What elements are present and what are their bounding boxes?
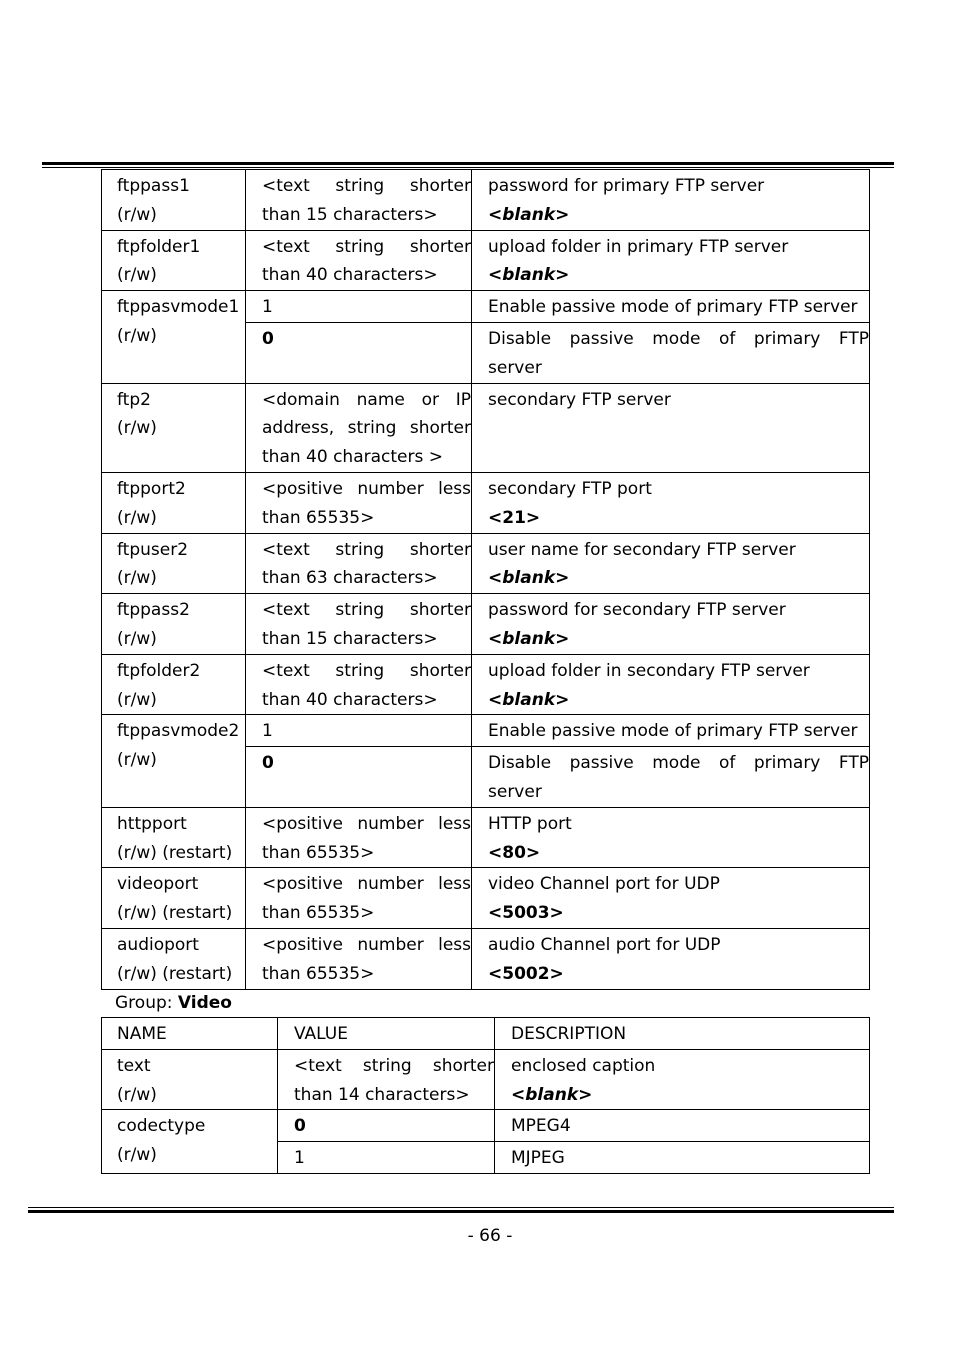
param-value-cell: 1 <box>246 715 472 747</box>
param-value-cell: 1 <box>278 1142 495 1174</box>
param-desc-cell: upload folder in secondary FTP server <blank> <box>472 654 870 715</box>
group-heading: Group: Video <box>115 993 232 1013</box>
param-name-cell: ftpfolder1 (r/w) <box>102 230 246 291</box>
param-name-cell: videoport (r/w) (restart) <box>102 868 246 929</box>
header-description: DESCRIPTION <box>495 1018 870 1050</box>
table-row <box>102 170 870 231</box>
param-name-cell: ftppasvmode2 (r/w) <box>102 715 246 807</box>
param-value-cell: <text string shorter than 40 characters> <box>246 230 472 291</box>
video-parameter-table <box>101 1017 870 1174</box>
param-value-cell: <positive number less than 65535> <box>246 868 472 929</box>
param-name-cell: text (r/w) <box>102 1049 278 1110</box>
param-name-cell: ftpport2 (r/w) <box>102 472 246 533</box>
param-desc-cell: Enable passive mode of primary FTP server <box>472 291 870 323</box>
param-desc-cell: video Channel port for UDP <5003> <box>472 868 870 929</box>
param-name-cell: ftppasvmode1 (r/w) <box>102 291 246 383</box>
param-desc-cell: Enable passive mode of primary FTP server <box>472 715 870 747</box>
param-desc-cell: MPEG4 <box>495 1110 870 1142</box>
param-value-cell: <text string shorter than 15 characters> <box>246 170 472 231</box>
param-value-cell: <domain name or IP address, string shorter than 40 characters > <box>246 383 472 472</box>
param-value-cell: <text string shorter than 63 characters> <box>246 533 472 594</box>
param-desc-cell: password for primary FTP server <blank> <box>472 170 870 231</box>
param-desc-cell: Disable passive mode of primary FTP server <box>472 322 870 383</box>
table-row <box>102 291 870 323</box>
param-value-cell: <positive number less than 65535> <box>246 928 472 989</box>
table-row <box>102 807 870 868</box>
param-value-cell: 0 <box>246 747 472 808</box>
table-row <box>102 654 870 715</box>
table-row <box>102 533 870 594</box>
parameter-table <box>101 169 870 990</box>
param-value-cell: 1 <box>246 291 472 323</box>
header-name: NAME <box>102 1018 278 1050</box>
table-row <box>102 594 870 655</box>
param-desc-cell: upload folder in primary FTP server <blank> <box>472 230 870 291</box>
param-desc-cell: enclosed caption <blank> <box>495 1049 870 1110</box>
param-name-cell: codectype (r/w) <box>102 1110 278 1174</box>
param-value-cell: <positive number less than 65535> <box>246 807 472 868</box>
header-rule <box>42 162 894 168</box>
param-value-cell: <text string shorter than 15 characters> <box>246 594 472 655</box>
table-row <box>102 472 870 533</box>
param-name-cell: ftppass1 (r/w) <box>102 170 246 231</box>
table-row <box>102 1110 870 1142</box>
param-desc-cell: MJPEG <box>495 1142 870 1174</box>
param-name-cell: ftpuser2 (r/w) <box>102 533 246 594</box>
param-name-cell: ftpfolder2 (r/w) <box>102 654 246 715</box>
page-number: - 66 - <box>467 1226 513 1246</box>
param-value-cell: <text string shorter than 40 characters> <box>246 654 472 715</box>
table-header-row <box>102 1018 870 1050</box>
table-row <box>102 383 870 472</box>
param-value-cell: 0 <box>278 1110 495 1142</box>
param-name-cell: httpport (r/w) (restart) <box>102 807 246 868</box>
param-desc-cell: audio Channel port for UDP <5002> <box>472 928 870 989</box>
param-value-cell: 0 <box>246 322 472 383</box>
footer-rule <box>28 1207 894 1213</box>
table-row <box>102 928 870 989</box>
param-desc-cell: user name for secondary FTP server <blank> <box>472 533 870 594</box>
param-desc-cell: secondary FTP port <21> <box>472 472 870 533</box>
param-value-cell: <positive number less than 65535> <box>246 472 472 533</box>
param-desc-cell: Disable passive mode of primary FTP server <box>472 747 870 808</box>
table-row <box>102 1049 870 1110</box>
param-name-cell: ftp2 (r/w) <box>102 383 246 472</box>
param-desc-cell: HTTP port <80> <box>472 807 870 868</box>
table-row <box>102 715 870 747</box>
table-row <box>102 868 870 929</box>
group-name: Video <box>177 993 232 1013</box>
param-value-cell: <text string shorter than 14 characters> <box>278 1049 495 1110</box>
table-row <box>102 230 870 291</box>
param-desc-cell: password for secondary FTP server <blank> <box>472 594 870 655</box>
header-value: VALUE <box>278 1018 495 1050</box>
param-desc-cell: secondary FTP server <box>472 383 870 472</box>
param-name-cell: audioport (r/w) (restart) <box>102 928 246 989</box>
param-name-cell: ftppass2 (r/w) <box>102 594 246 655</box>
